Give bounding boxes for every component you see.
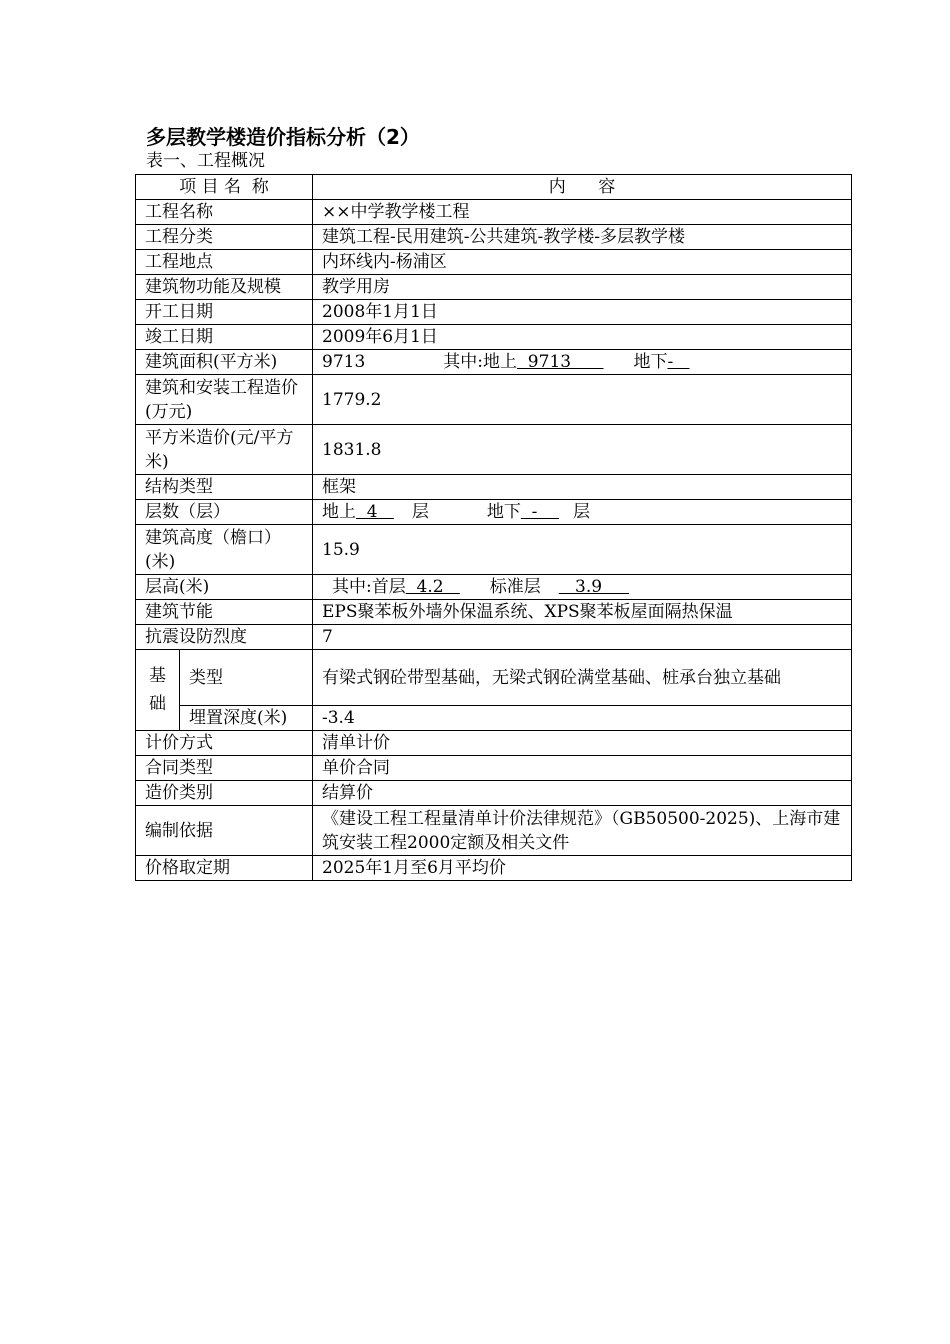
construction-cost-value: 1779.2 [313, 375, 852, 425]
floor-area-above-value: 9713 [517, 352, 604, 372]
foundation-label-top: 基 [149, 666, 166, 686]
table-row [136, 625, 852, 650]
table-row [136, 781, 852, 806]
pricing-method-value: 清单计价 [313, 731, 852, 756]
row-label: 计价方式 [136, 731, 313, 756]
row-label: 价格取定期 [136, 856, 313, 881]
storey-height-first-label: 其中:首层 [332, 577, 406, 597]
table-row [136, 500, 852, 525]
storeys-below-unit: 层 [573, 502, 591, 522]
row-label: 建筑面积(平方米) [136, 350, 313, 375]
basis-value: 《建设工程工程量清单计价法律规范》（GB50500-2025)、上海市建筑安装工程2000定额及相关文件 [313, 806, 852, 856]
table-row [136, 575, 852, 600]
row-label: 建筑物功能及规模 [136, 275, 313, 300]
row-label: 合同类型 [136, 756, 313, 781]
row-label: 层数（层） [136, 500, 313, 525]
function-scale-value: 教学用房 [313, 275, 852, 300]
table-row [136, 350, 852, 375]
project-name-value: ××中学教学楼工程 [313, 200, 852, 225]
row-label: 建筑高度（檐口）(米) [136, 525, 313, 575]
seismic-intensity-value: 7 [313, 625, 852, 650]
foundation-label [136, 650, 180, 731]
row-label: 开工日期 [136, 300, 313, 325]
storey-height-standard-label: 标准层 [489, 577, 541, 597]
table-row [136, 475, 852, 500]
row-label: 抗震设防烈度 [136, 625, 313, 650]
row-label: 建筑和安装工程造价(万元) [136, 375, 313, 425]
table-header-row [136, 175, 852, 200]
project-overview-table [135, 174, 852, 881]
row-label: 工程名称 [136, 200, 313, 225]
row-label: 编制依据 [136, 806, 313, 856]
row-label: 层高(米) [136, 575, 313, 600]
table-row [136, 706, 852, 731]
table-row [136, 275, 852, 300]
location-value: 内环线内-杨浦区 [313, 250, 852, 275]
floor-area-above-label: 其中:地上 [443, 352, 517, 372]
table-row [136, 525, 852, 575]
foundation-type-value: 有梁式钢砼带型基础，无梁式钢砼满堂基础、桩承台独立基础 [313, 650, 852, 706]
page-title: 多层教学楼造价指标分析（2） [146, 125, 420, 149]
floor-area-below-value: - [667, 352, 690, 372]
table-row [136, 200, 852, 225]
storeys-below-value: - [520, 502, 560, 522]
storeys-above-unit: 层 [411, 502, 429, 522]
foundation-type-label: 类型 [180, 650, 313, 706]
table-row [136, 856, 852, 881]
table-row [136, 300, 852, 325]
table-row [136, 375, 852, 425]
table-row [136, 731, 852, 756]
table-row [136, 425, 852, 475]
storeys-above-label: 地上 [322, 502, 356, 522]
contract-type-value: 单价合同 [313, 756, 852, 781]
table-row [136, 756, 852, 781]
structure-type-value: 框架 [313, 475, 852, 500]
table-row [136, 600, 852, 625]
cost-category-value: 结算价 [313, 781, 852, 806]
header-item-name: 项 目 名 称 [136, 175, 313, 200]
table-row [136, 250, 852, 275]
table-row [136, 650, 852, 706]
foundation-label-bottom: 础 [149, 694, 166, 714]
floor-area-below-label: 地下 [633, 352, 668, 372]
storey-height-cell [313, 575, 852, 600]
start-date-value: 2008年1月1日 [313, 300, 852, 325]
price-period-value: 2025年1月至6月平均价 [313, 856, 852, 881]
row-label: 工程分类 [136, 225, 313, 250]
row-label: 建筑节能 [136, 600, 313, 625]
row-label: 竣工日期 [136, 325, 313, 350]
foundation-depth-label: 埋置深度(米) [180, 706, 313, 731]
table-row [136, 806, 852, 856]
storey-height-first-value: 4.2 [405, 577, 460, 597]
table-row [136, 325, 852, 350]
floor-area-cell [313, 350, 852, 375]
header-content: 内 容 [313, 175, 852, 200]
foundation-depth-value: -3.4 [313, 706, 852, 731]
storeys-cell [313, 500, 852, 525]
storey-height-standard-value: 3.9 [558, 577, 630, 597]
row-label: 结构类型 [136, 475, 313, 500]
floor-area-total: 9713 [322, 352, 366, 372]
table-row [136, 225, 852, 250]
table-caption: 表一、工程概况 [146, 151, 265, 171]
completion-date-value: 2009年6月1日 [313, 325, 852, 350]
energy-saving-value: EPS聚苯板外墙外保温系统、XPS聚苯板屋面隔热保温 [313, 600, 852, 625]
building-height-value: 15.9 [313, 525, 852, 575]
unit-cost-value: 1831.8 [313, 425, 852, 475]
row-label: 造价类别 [136, 781, 313, 806]
row-label: 平方米造价(元/平方米) [136, 425, 313, 475]
storeys-above-value: 4 [356, 502, 394, 522]
project-category-value: 建筑工程-民用建筑-公共建筑-教学楼-多层教学楼 [313, 225, 852, 250]
storeys-below-label: 地下 [486, 502, 521, 522]
row-label: 工程地点 [136, 250, 313, 275]
